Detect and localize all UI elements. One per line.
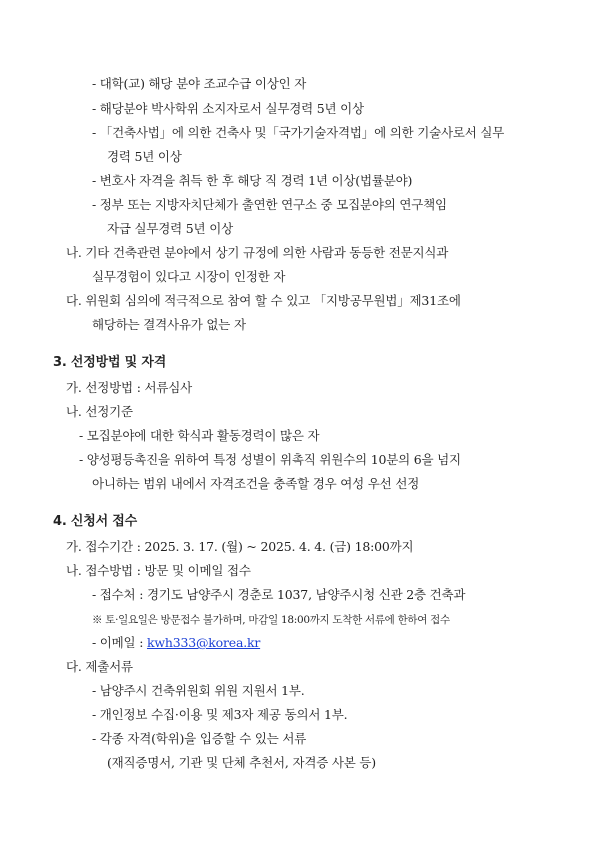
qualification-na: 나. 기타 건축관련 분야에서 상기 규정에 의한 사람과 동등한 전문지식과	[66, 245, 449, 260]
selection-criteria-title: 나. 선정기준	[66, 404, 133, 419]
email-row	[92, 635, 260, 651]
document-item: - 각종 자격(학위)을 입증할 수 있는 서류	[92, 731, 307, 746]
document-item: - 남양주시 건축위원회 위원 지원서 1부.	[92, 683, 305, 698]
criteria-item-continued: 아니하는 범위 내에서 자격조건을 충족할 경우 여성 우선 선정	[92, 476, 420, 491]
qualification-item-continued: 경력 5년 이상	[107, 149, 182, 164]
criteria-item: - 모집분야에 대한 학식과 활동경력이 많은 자	[79, 428, 320, 443]
application-period: 가. 접수기간 : 2025. 3. 17. (월) ~ 2025. 4. 4. (금) 18:00까지	[66, 539, 414, 554]
qualification-item-continued: 자급 실무경력 5년 이상	[107, 221, 233, 236]
qualification-item: - 대학(교) 해당 분야 조교수급 이상인 자	[92, 76, 307, 91]
section-3-title: 3. 선정방법 및 자격	[53, 355, 167, 370]
qualification-na-continued: 실무경험이 있다고 시장이 인정한 자	[92, 269, 286, 284]
email-label: - 이메일 :	[92, 635, 147, 650]
qualification-item: - 정부 또는 지방자치단체가 출연한 연구소 중 모집분야의 연구책임	[92, 197, 447, 212]
qualification-item: - 해당분야 박사학위 소지자로서 실무경력 5년 이상	[92, 101, 364, 116]
qualification-da-continued: 해당하는 결격사유가 없는 자	[92, 317, 246, 332]
qualification-item: - 「건축사법」에 의한 건축사 및「국가기술자격법」에 의한 기술사로서 실무	[92, 125, 505, 140]
criteria-item: - 양성평등촉진을 위하여 특정 성별이 위촉직 위원수의 10분의 6을 넘지	[79, 452, 461, 467]
selection-method: 가. 선정방법 : 서류심사	[66, 380, 192, 395]
qualification-item: - 변호사 자격을 취득 한 후 해당 직 경력 1년 이상(법률분야)	[92, 173, 413, 188]
email-link[interactable]: kwh333@korea.kr	[146, 635, 261, 650]
document-item: - 개인정보 수집·이용 및 제3자 제공 동의서 1부.	[92, 707, 348, 722]
application-note: ※ 토·일요일은 방문접수 불가하며, 마감일 18:00까지 도착한 서류에 한하여 접수	[92, 614, 450, 626]
application-office: - 접수처 : 경기도 남양주시 경춘로 1037, 남양주시청 신관 2층 건축과	[92, 587, 466, 602]
document-item-continued: (재직증명서, 기관 및 단체 추천서, 자격증 사본 등)	[107, 755, 376, 770]
section-4-title: 4. 신청서 접수	[53, 514, 138, 529]
documents-title: 다. 제출서류	[66, 659, 133, 674]
application-method-title: 나. 접수방법 : 방문 및 이메일 접수	[66, 563, 251, 578]
qualification-da: 다. 위원회 심의에 적극적으로 참여 할 수 있고 「지방공무원법」제31조에	[66, 293, 461, 308]
